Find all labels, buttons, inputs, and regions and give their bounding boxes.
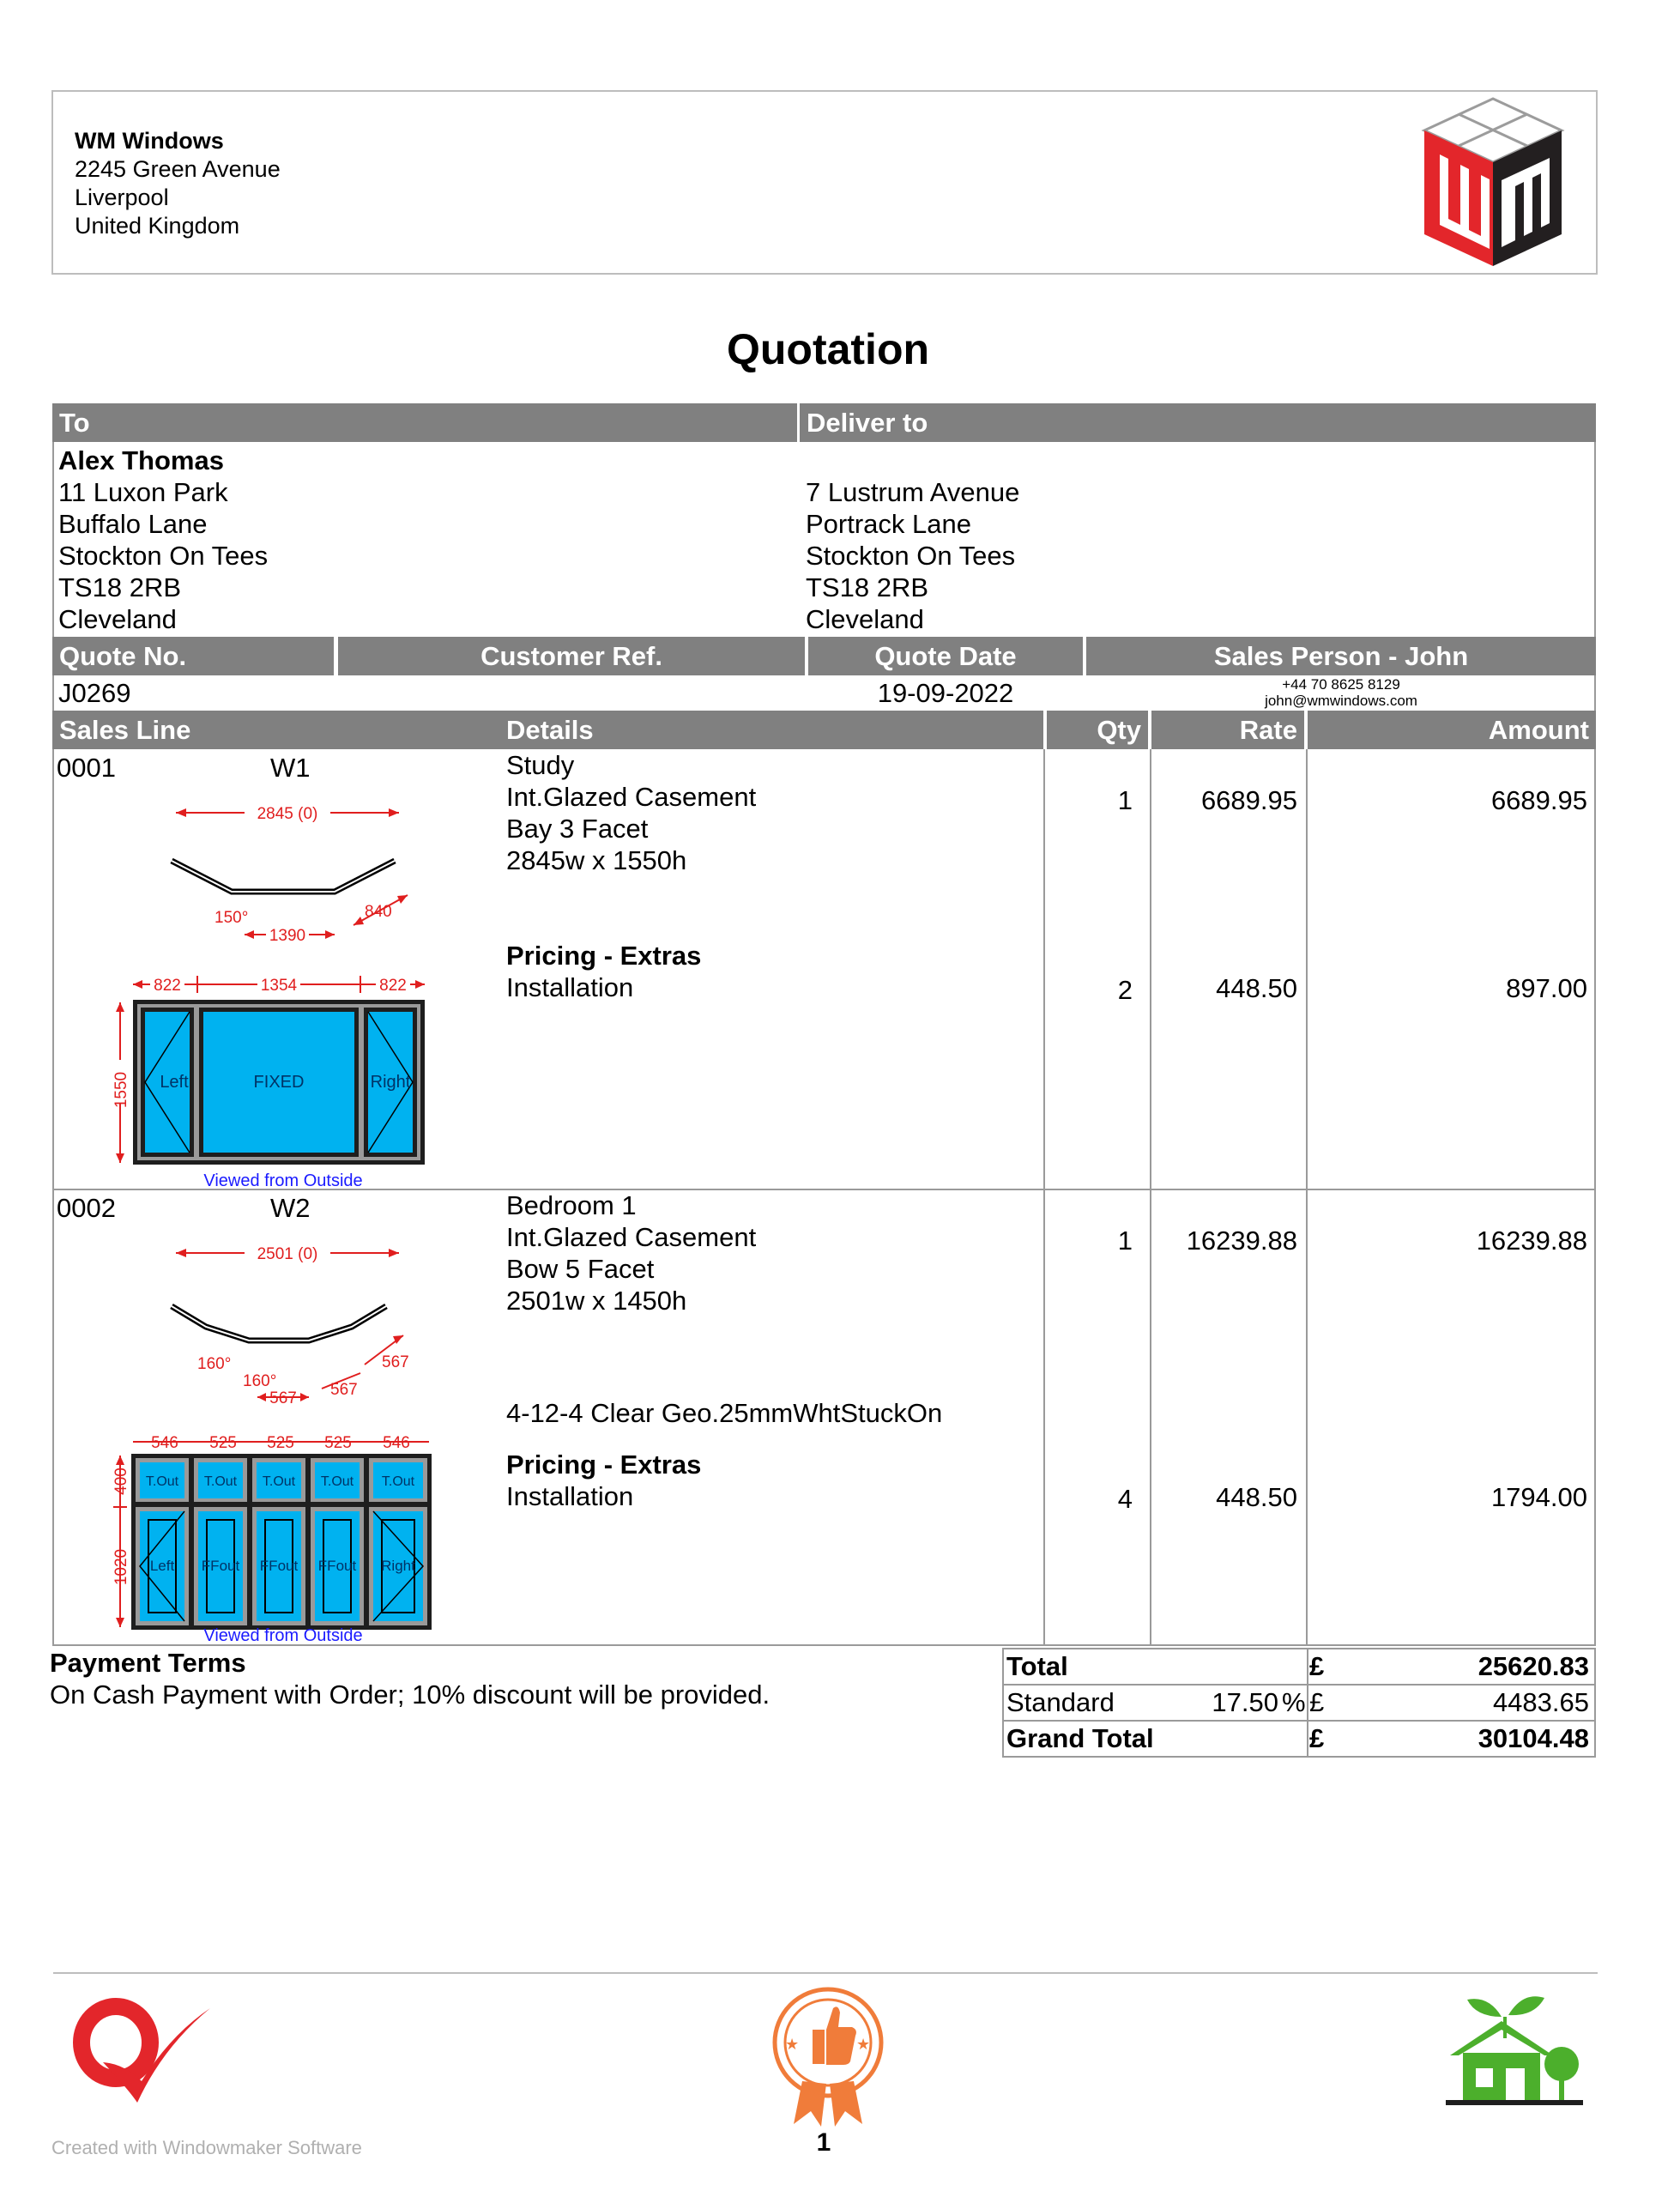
line-2-pane-5: Right — [381, 1558, 415, 1574]
line-1-extras-amount: 897.00 — [1506, 973, 1587, 1003]
sales-person-header: Sales Person - John — [1086, 637, 1596, 675]
to-address-line-5: Cleveland — [58, 604, 177, 634]
qty-header: Qty — [1047, 711, 1148, 749]
line-2-height-top: 400 — [112, 1468, 130, 1495]
line-2-top-pane-2: T.Out — [203, 1474, 238, 1489]
company-address-line-1: 2245 Green Avenue — [75, 156, 281, 182]
line-2-seg-a: 567 — [269, 1389, 297, 1407]
to-address-line-2: Buffalo Lane — [58, 509, 208, 539]
sales-person-contact — [1086, 676, 1596, 709]
line-2-seg-b: 567 — [330, 1381, 358, 1399]
header-box — [51, 90, 1598, 275]
line-1-qty: 1 — [1117, 785, 1133, 815]
svg-text:★: ★ — [856, 2036, 871, 2054]
tax-percent: % — [1282, 1687, 1306, 1717]
line-1-width-right: 822 — [379, 977, 407, 995]
eco-home-icon — [1441, 1991, 1587, 2111]
line-1-mid-segment: 1390 — [269, 927, 306, 945]
lines-bottom — [52, 1644, 1596, 1646]
deliver-address-line-1: 7 Lustrum Avenue — [806, 477, 1020, 507]
line-2-seg-c: 567 — [382, 1353, 409, 1371]
to-header: To — [52, 403, 797, 442]
company-name: WM Windows — [75, 128, 224, 154]
tax-value: 4483.65 — [1492, 1687, 1589, 1717]
deliver-address-line-2: Portrack Lane — [806, 509, 971, 539]
line-2-extras-amount: 1794.00 — [1490, 1482, 1587, 1512]
line-2-extras-title: Pricing - Extras — [506, 1450, 702, 1480]
line-2-angle-2: 160° — [243, 1372, 277, 1390]
customer-ref-header: Customer Ref. — [338, 637, 805, 675]
quote-date-header: Quote Date — [808, 637, 1083, 675]
payment-terms — [50, 1647, 770, 1710]
line-2-code: W2 — [270, 1193, 311, 1223]
award-badge-icon — [759, 1982, 897, 2128]
line-2-top-pane-4: T.Out — [320, 1474, 354, 1489]
page-title: Quotation — [726, 325, 930, 373]
line-2-style: Bow 5 Facet — [506, 1254, 655, 1284]
line-2-width-4: 525 — [324, 1434, 352, 1452]
line-1-extras-rate: 448.50 — [1216, 973, 1297, 1003]
sales-person-phone: +44 70 8625 8129 — [1282, 676, 1400, 693]
line-1-extras — [506, 940, 701, 1003]
amount-header: Amount — [1308, 711, 1596, 749]
deliver-address-line-4: TS18 2RB — [806, 572, 929, 602]
line-1-size: 2845w x 1550h — [506, 845, 687, 875]
line-2-overall-dim: 2501 (0) — [257, 1245, 318, 1263]
line-2-details — [506, 1189, 756, 1316]
line-2-caption: Viewed from Outside — [203, 1626, 363, 1644]
to-name: Alex Thomas — [58, 445, 224, 475]
quote-no-value: J0269 — [58, 678, 131, 708]
grand-total-label: Grand Total — [1006, 1723, 1154, 1753]
to-address — [58, 445, 268, 635]
line-1-side-segment: 840 — [365, 903, 392, 921]
line-1-pane-right: Right — [370, 1073, 411, 1092]
payment-terms-text: On Cash Payment with Order; 10% discount will be provided. — [50, 1680, 771, 1710]
line-2-width-2: 525 — [209, 1434, 237, 1452]
quality-q-logo — [69, 1995, 215, 2107]
rate-header: Rate — [1151, 711, 1304, 749]
line-separator — [52, 1189, 1596, 1190]
sales-line-header: Sales Line — [59, 715, 191, 745]
lines-frame-left — [52, 749, 54, 1646]
line-2-qty: 1 — [1117, 1226, 1133, 1256]
sales-person-email: john@wmwindows.com — [1265, 693, 1417, 709]
line-1-extras-item: Installation — [506, 972, 634, 1002]
to-address-line-1: 11 Luxon Park — [58, 477, 228, 507]
qty-col-divider — [1043, 749, 1045, 1646]
deliver-address — [806, 476, 1019, 635]
total-value: 25620.83 — [1478, 1651, 1589, 1681]
tax-currency: £ — [1309, 1687, 1325, 1717]
details-header: Details — [506, 715, 594, 745]
quote-date-value: 19-09-2022 — [877, 678, 1014, 708]
payment-terms-title: Payment Terms — [50, 1648, 246, 1678]
line-2-top-pane-1: T.Out — [145, 1474, 179, 1489]
line-2-width-5: 546 — [383, 1434, 410, 1452]
line-2-extras-rate: 448.50 — [1216, 1482, 1297, 1512]
totals-row-line-2 — [1002, 1720, 1596, 1722]
line-1-height-dim: 1550 — [112, 1071, 130, 1109]
line-2-location: Bedroom 1 — [506, 1190, 637, 1220]
tax-rate: 17.50 — [1212, 1687, 1278, 1717]
line-1-rate: 6689.95 — [1200, 785, 1297, 815]
line-1-pane-left: Left — [160, 1073, 189, 1092]
line-1-angle: 150° — [215, 909, 249, 927]
line-1-caption: Viewed from Outside — [203, 1171, 363, 1189]
line-1-width-centre: 1354 — [260, 977, 298, 995]
line-2-size: 2501w x 1450h — [506, 1286, 687, 1316]
line-1-style: Bay 3 Facet — [506, 814, 649, 844]
company-logo — [1416, 94, 1570, 270]
total-label: Total — [1006, 1651, 1068, 1681]
frame-right — [1594, 442, 1596, 639]
company-address-line-2: Liverpool — [75, 185, 169, 210]
line-2-type: Int.Glazed Casement — [506, 1222, 757, 1252]
company-address-line-3: United Kingdom — [75, 213, 240, 239]
line-1-number: 0001 — [57, 753, 116, 783]
quote-no-header: Quote No. — [52, 637, 334, 675]
tax-label: Standard — [1006, 1687, 1115, 1717]
line-1-overall-dim: 2845 (0) — [257, 805, 318, 823]
line-2-pane-1: Left — [149, 1558, 175, 1574]
created-with-note: Created with Windowmaker Software — [51, 2137, 362, 2158]
svg-text:★: ★ — [785, 2036, 800, 2054]
line-2-extras-qty: 4 — [1117, 1484, 1133, 1514]
company-address — [75, 127, 281, 240]
frame-left — [52, 442, 54, 639]
lines-frame-right — [1594, 749, 1596, 1646]
line-1-details — [506, 749, 756, 876]
grand-total-currency: £ — [1309, 1723, 1325, 1753]
line-1-code: W1 — [270, 753, 311, 783]
line-2-rate: 16239.88 — [1186, 1226, 1297, 1256]
grand-total-value: 30104.48 — [1478, 1723, 1589, 1753]
line-1-pane-centre: FIXED — [253, 1073, 305, 1092]
line-1-type: Int.Glazed Casement — [506, 782, 757, 812]
totals-divider — [1307, 1648, 1308, 1758]
line-2-angle-1: 160° — [197, 1355, 232, 1373]
line-1-extras-qty: 2 — [1117, 975, 1133, 1005]
total-currency: £ — [1309, 1651, 1325, 1681]
page-number: 1 — [816, 2128, 831, 2157]
line-1-extras-title: Pricing - Extras — [506, 941, 702, 971]
line-2-pane-3: FFout — [259, 1558, 299, 1574]
line-2-top-pane-5: T.Out — [381, 1474, 415, 1489]
line-2-extras — [506, 1449, 701, 1512]
line-2-drawing — [103, 1234, 446, 1644]
to-address-line-4: TS18 2RB — [58, 572, 182, 602]
line-1-width-left: 822 — [154, 977, 181, 995]
line-2-extras-item: Installation — [506, 1481, 634, 1511]
line-2-number: 0002 — [57, 1193, 116, 1223]
line-2-amount: 16239.88 — [1476, 1226, 1587, 1256]
deliver-to-header: Deliver to — [800, 403, 1596, 442]
totals-row-line-1 — [1002, 1684, 1596, 1686]
line-2-height-bottom: 1020 — [112, 1548, 130, 1586]
line-2-top-pane-3: T.Out — [262, 1474, 296, 1489]
line-2-pane-4: FFout — [317, 1558, 357, 1574]
line-2-glass: 4-12-4 Clear Geo.25mmWhtStuckOn — [506, 1398, 943, 1428]
footer-divider — [53, 1972, 1598, 1974]
line-2-width-3: 525 — [267, 1434, 294, 1452]
deliver-address-line-3: Stockton On Tees — [806, 541, 1016, 571]
line-1-drawing — [103, 794, 446, 1189]
info-frame-left — [52, 675, 54, 712]
line-1-amount: 6689.95 — [1490, 785, 1587, 815]
line-1-location: Study — [506, 750, 575, 780]
line-2-pane-2: FFout — [201, 1558, 240, 1574]
line-2-width-1: 546 — [151, 1434, 178, 1452]
deliver-address-line-5: Cleveland — [806, 604, 924, 634]
to-address-line-3: Stockton On Tees — [58, 541, 269, 571]
